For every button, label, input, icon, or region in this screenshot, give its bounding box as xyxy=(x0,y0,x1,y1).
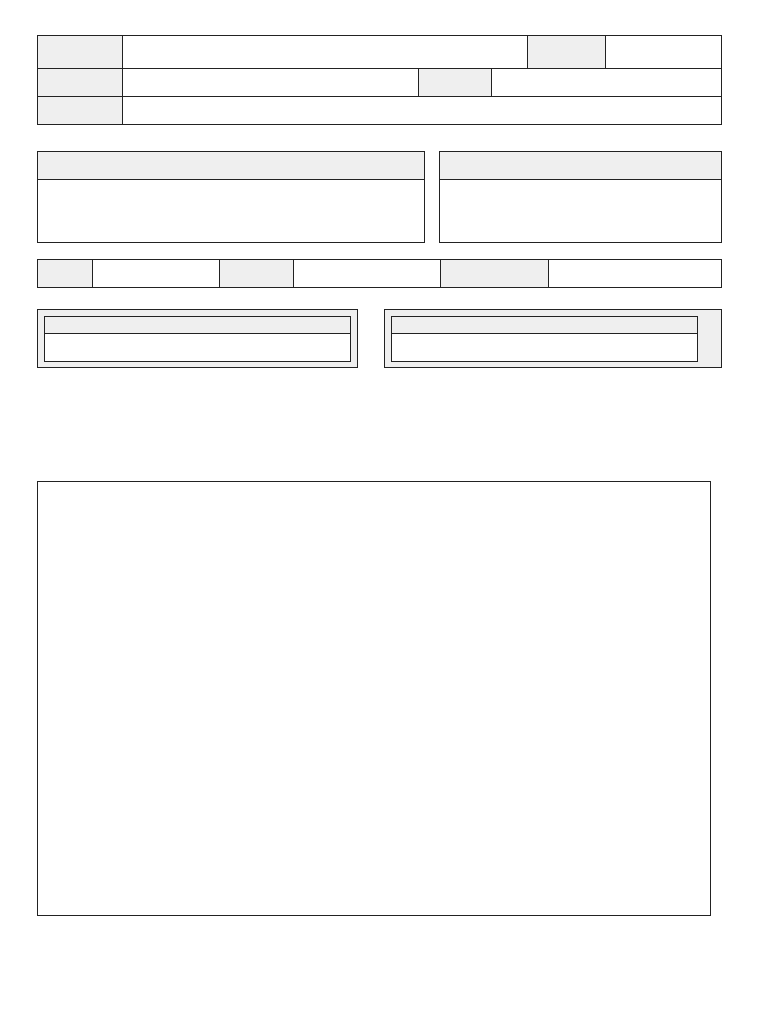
session-info-row xyxy=(37,259,722,288)
nome-label xyxy=(38,36,122,44)
personal-info-table xyxy=(37,35,722,125)
data-nascimento-field[interactable] xyxy=(606,36,721,68)
sessao-n-label xyxy=(220,260,293,266)
data-label xyxy=(38,260,92,266)
row-email xyxy=(38,69,721,97)
motivo-header xyxy=(38,152,424,180)
pain-scale-right-table xyxy=(391,316,698,362)
pain-scale-right-numbers xyxy=(392,334,697,362)
pain-scale-left-title xyxy=(45,317,350,334)
motivo-field[interactable] xyxy=(38,180,424,242)
pain-scale-left-table xyxy=(44,316,351,362)
email-field[interactable] xyxy=(123,69,419,96)
proxima-label xyxy=(441,260,548,266)
morada-label-cell xyxy=(38,97,123,124)
proxima-field[interactable] xyxy=(549,260,721,287)
objetivo-field[interactable] xyxy=(440,180,721,242)
objetivo-label xyxy=(440,152,721,158)
morada-field[interactable] xyxy=(123,97,721,124)
pain-scale-left xyxy=(37,309,358,368)
telefone-field[interactable] xyxy=(492,69,721,96)
morada-label xyxy=(38,97,122,103)
email-label-cell xyxy=(38,69,123,96)
pain-scale-left-numbers xyxy=(45,334,350,362)
objetivo-header xyxy=(440,152,721,180)
data-label-cell xyxy=(38,260,93,287)
row-nome xyxy=(38,36,721,69)
data-nascimento-label-cell xyxy=(528,36,606,68)
sessao-n-label-cell xyxy=(220,260,294,287)
motivo-box xyxy=(37,151,425,243)
telefone-label xyxy=(419,69,491,75)
pain-scale-right xyxy=(384,309,722,368)
row-morada xyxy=(38,97,721,124)
objetivo-box xyxy=(439,151,722,243)
telefone-label-cell xyxy=(419,69,492,96)
nome-label-cell xyxy=(38,36,123,68)
sessao-n-field[interactable] xyxy=(294,260,441,287)
email-label xyxy=(38,69,122,75)
data-nascimento-label xyxy=(528,36,610,37)
anamnese-table xyxy=(37,481,711,916)
pain-scale-right-title xyxy=(392,317,697,334)
data-field[interactable] xyxy=(93,260,220,287)
proxima-label-cell xyxy=(441,260,549,287)
nome-field[interactable] xyxy=(123,36,528,68)
motivo-label xyxy=(38,152,424,158)
